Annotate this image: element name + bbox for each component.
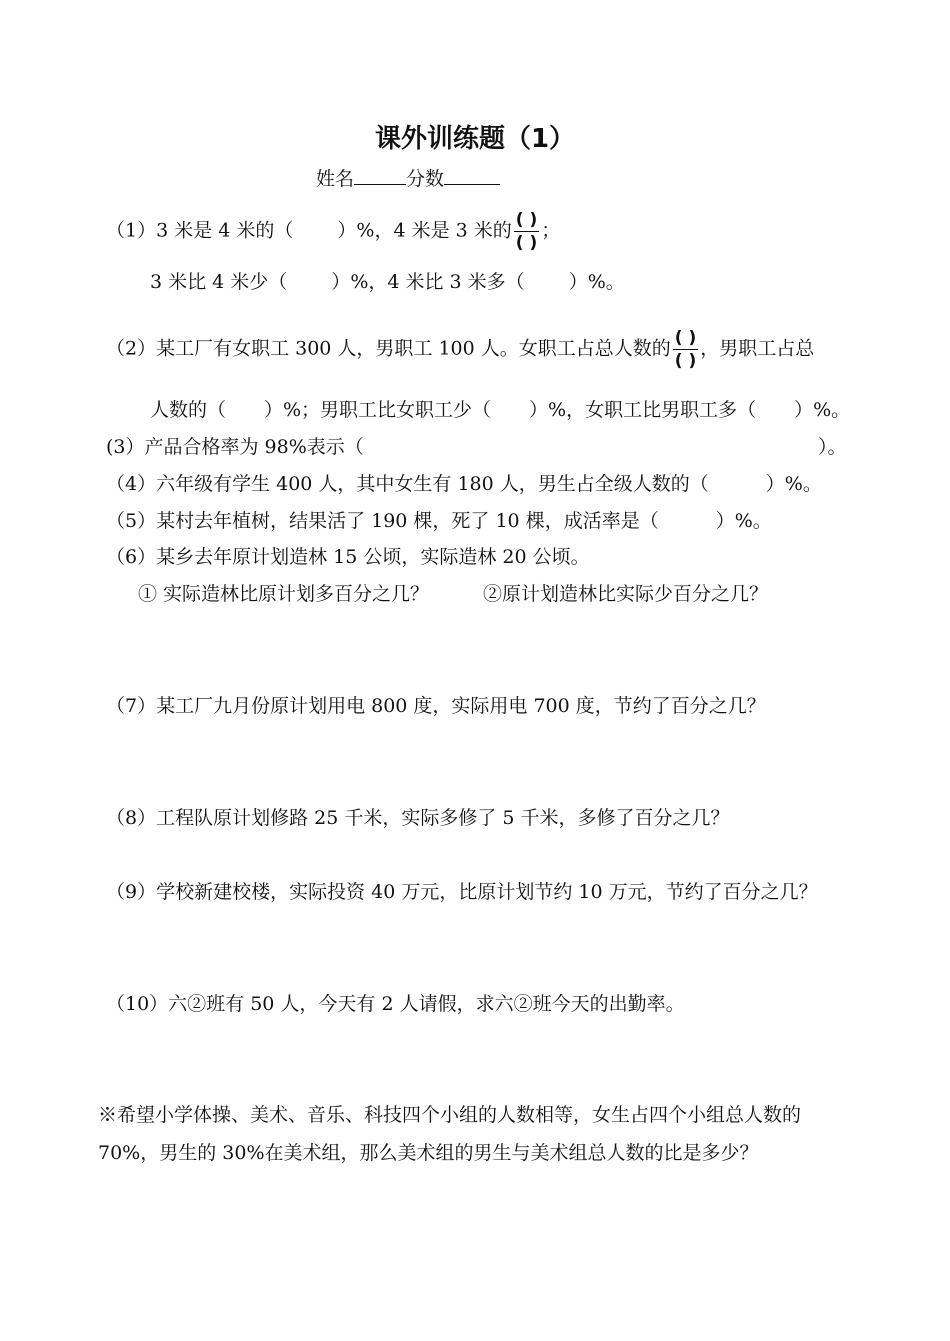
bonus-question-line-1: ※希望小学体操、美术、音乐、科技四个小组的人数相等，女生占四个小组总人数的 — [98, 1104, 802, 1126]
question-1-line-2: 3 米比 4 米少（ ）%，4 米比 3 米多（ ）%。 — [150, 271, 625, 293]
question-1-text: （1）3 米是 4 米的（ ）%，4 米是 3 米的 — [106, 219, 512, 242]
fraction-bar — [514, 231, 539, 232]
question-2-text: （2）某工厂有女职工 300 人，男职工 100 人。女职工占总人数的 — [106, 337, 671, 360]
fraction-numerator: ( ) — [674, 328, 697, 348]
bonus-question-line-2: 70%，男生的 30%在美术组，那么美术组的男生与美术组总人数的比是多少？ — [98, 1142, 759, 1164]
name-label: 姓名 — [316, 168, 355, 190]
question-2-line-2: 人数的（ ）%；男职工比女职工少（ ）%，女职工比男职工多（ ）%。 — [150, 399, 851, 421]
name-blank[interactable] — [354, 164, 406, 185]
score-label: 分数 — [406, 168, 445, 190]
question-9: （9）学校新建校楼，实际投资 40 万元，比原计划节约 10 万元，节约了百分之几？ — [106, 881, 818, 903]
blank-fraction[interactable] — [514, 210, 539, 253]
question-3-end: ）。 — [818, 436, 847, 458]
question-5: （5）某村去年植树，结果活了 190 棵，死了 10 棵，成活率是（ ）%。 — [106, 510, 772, 532]
question-1-line-1 — [106, 210, 560, 253]
score-blank[interactable] — [444, 164, 500, 185]
name-score-header — [316, 164, 500, 191]
question-4: （4）六年级有学生 400 人，其中女生有 180 人，男生占全级人数的（ ）%。 — [106, 473, 822, 495]
page-title: 课外训练题（1） — [374, 124, 576, 154]
question-6: （6）某乡去年原计划造林 15 公顷，实际造林 20 公顷。 — [106, 546, 590, 568]
question-6-sub-1: ① 实际造林比原计划多百分之几？ — [138, 583, 430, 605]
question-8: （8）工程队原计划修路 25 千米，实际多修了 5 千米，多修了百分之几？ — [106, 807, 730, 829]
fraction-bar — [673, 349, 698, 350]
question-2-suffix: ，男职工占总 — [700, 337, 815, 360]
question-7: （7）某工厂九月份原计划用电 800 度，实际用电 700 度，节约了百分之几？ — [106, 695, 766, 717]
fraction-denominator: ( ) — [515, 233, 538, 253]
question-6-sub-2: ②原计划造林比实际少百分之几？ — [483, 583, 769, 605]
fraction-numerator: ( ) — [515, 210, 538, 230]
blank-fraction[interactable] — [673, 328, 698, 371]
question-10: （10）六②班有 50 人，今天有 2 人请假，求六②班今天的出勤率。 — [106, 993, 685, 1015]
question-2-line-1 — [106, 328, 814, 371]
question-3: (3）产品合格率为 98%表示（ — [106, 436, 364, 458]
question-1-suffix: ； — [541, 219, 561, 242]
fraction-denominator: ( ) — [674, 351, 697, 371]
